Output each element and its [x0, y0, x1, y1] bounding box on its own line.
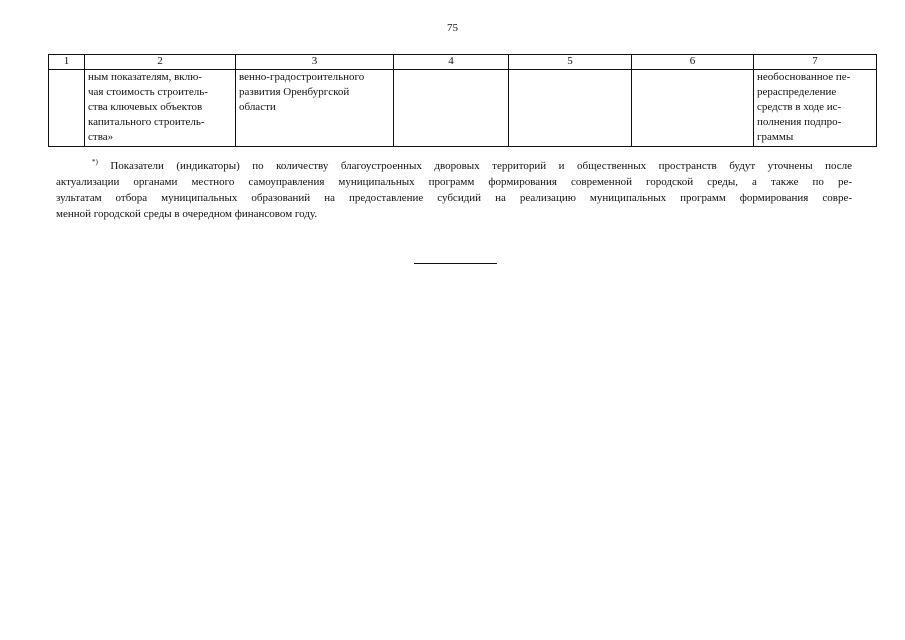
cell-text-line: средств в ходе ис-	[757, 101, 842, 113]
indicator-table	[48, 54, 877, 147]
cell-text-line: области	[239, 101, 276, 113]
cell-text-line: полнения подпро-	[757, 116, 842, 128]
footnote-marker: *)	[92, 158, 98, 166]
page-number: 75	[447, 22, 458, 34]
column-header: 5	[509, 55, 632, 70]
footnote-line-2: актуализации органами местного самоуправления муниципальных программ формирования современной городской среды, а также по ре-	[56, 176, 852, 188]
footnote-line-4: менной городской среды в очередном финансовом году.	[56, 208, 318, 220]
column-header: 3	[236, 55, 394, 70]
footnote-line-3: зультатам отбора муниципальных образований на предоставление субсидий на реализацию муниципальных программ формирования совре-	[56, 192, 852, 204]
end-rule-divider	[414, 263, 497, 264]
table-cell-col7	[754, 70, 877, 147]
column-header: 6	[632, 55, 754, 70]
table-cell-col1	[49, 70, 85, 147]
column-header: 1	[49, 55, 85, 70]
cell-text-line: ным показателям, вклю-	[88, 71, 202, 83]
table-cell-col3	[236, 70, 394, 147]
cell-text-line: капитального строитель-	[88, 116, 205, 128]
column-header: 2	[85, 55, 236, 70]
cell-text-line: чая стоимость строитель-	[88, 86, 208, 98]
footnote-text: Показатели (индикаторы) по количеству благоустроенных дворовых территорий и общественных пространств будут уточнены после	[110, 160, 852, 172]
cell-text-line: ства»	[88, 131, 114, 143]
cell-text-line: развития Оренбургской	[239, 86, 350, 98]
cell-text-line: ства ключевых объектов	[88, 101, 203, 113]
column-header: 4	[394, 55, 509, 70]
table-cell-col4	[394, 70, 509, 147]
footnote-line-1	[56, 158, 852, 174]
table-cell-col2	[85, 70, 236, 147]
cell-text-line: рераспределение	[757, 86, 837, 98]
table-cell-col5	[509, 70, 632, 147]
table-cell-col6	[632, 70, 754, 147]
table-header-row	[49, 55, 877, 70]
table-row	[49, 70, 877, 147]
cell-text-line: необоснованное пе-	[757, 71, 851, 83]
cell-text-line: венно-градостроительного	[239, 71, 365, 83]
cell-text-line: граммы	[757, 131, 794, 143]
footnote	[56, 158, 852, 222]
column-header: 7	[754, 55, 877, 70]
